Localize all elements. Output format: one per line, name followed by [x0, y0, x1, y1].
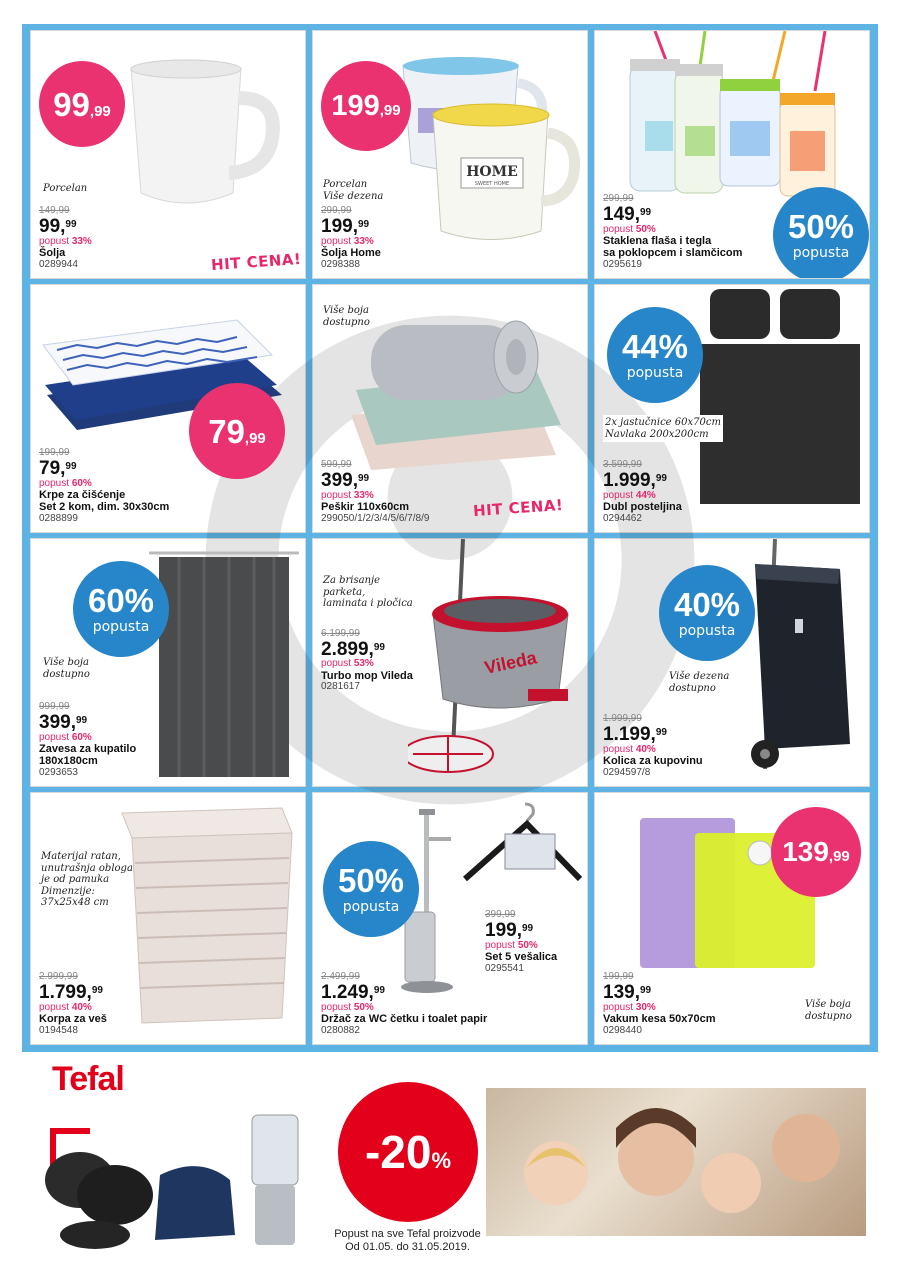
product-code: 0298388: [321, 258, 360, 270]
discount-badge: 44% popusta: [607, 307, 703, 403]
cookware-image: [40, 1100, 330, 1260]
price-block: [321, 206, 381, 270]
product-code: 0288899: [39, 512, 78, 524]
hangers-image: [455, 799, 585, 909]
price-block: [321, 972, 487, 1036]
towels-image: [341, 295, 571, 470]
product-card-zavesa[interactable]: [30, 538, 306, 787]
product-name: Vakum kesa 50x70cm: [603, 1013, 716, 1026]
product-code: 0280882: [321, 1024, 360, 1036]
new-price: 139,99: [603, 981, 652, 1003]
dimensions-note: 2x jastučnice 60x70cm Navlaka 200x200cm: [603, 415, 723, 442]
mug-subtext: SWEET HOME: [474, 181, 510, 187]
price-block: [603, 194, 742, 270]
price-block: [39, 206, 92, 270]
white-mug-image: [121, 53, 291, 213]
discount-badge: 60% popusta: [73, 561, 169, 657]
old-price: 1.999,99: [603, 713, 642, 725]
discount: popust 40%: [603, 743, 656, 755]
new-price: 399,99: [321, 469, 370, 491]
product-name: Turbo mop Vileda: [321, 669, 413, 682]
discount-badge: 40% popusta: [659, 565, 755, 661]
price-block: [603, 972, 716, 1036]
old-price: 399,99: [485, 909, 516, 921]
tefal-banner[interactable]: [30, 1060, 870, 1260]
price-badge: 139,99: [771, 807, 861, 897]
old-price: 599,99: [321, 459, 352, 471]
old-price: 2.999,99: [39, 971, 78, 983]
product-code: 0294597/8: [603, 766, 651, 778]
price-block: [39, 702, 136, 778]
new-price: 199,99: [321, 215, 370, 237]
product-card-kolica[interactable]: [594, 538, 870, 787]
mop-bucket-image: [408, 539, 588, 784]
discount: popust 33%: [39, 235, 92, 247]
product-name: Zavesa za kupatilo 180x180cm: [39, 743, 137, 768]
new-price: 2.899,99: [321, 638, 385, 660]
old-price: 299,99: [603, 193, 634, 205]
product-name: Držač za WC četku i toalet papir: [321, 1013, 488, 1026]
product-name: Dubl posteljina: [603, 501, 682, 514]
old-price: 6.199,99: [321, 628, 360, 639]
discount-circle: -20%: [338, 1082, 478, 1222]
product-name: Set 5 vešalica: [485, 951, 558, 964]
discount: popust 33%: [321, 489, 374, 501]
hit-cena-label: HIT CENA!: [210, 249, 302, 275]
discount: popust 50%: [485, 939, 538, 951]
price-badge: 99,99: [39, 61, 125, 147]
price-block: [603, 460, 682, 524]
discount: popust 33%: [321, 235, 374, 247]
hit-cena-label: HIT CENA!: [472, 495, 564, 521]
new-price: 1.249,99: [321, 981, 385, 1003]
discount: popust 30%: [603, 1001, 656, 1013]
product-name: Krpe za čišćenje Set 2 kom, dim. 30x30cm: [39, 489, 170, 514]
laundry-basket-image: [117, 803, 297, 1028]
shopping-trolley-image: [725, 539, 865, 779]
product-name: Šolja: [39, 247, 66, 260]
family-figures: [486, 1088, 866, 1236]
product-grid: [30, 30, 870, 1045]
old-price: 199,99: [39, 447, 70, 459]
product-code: 0298440: [603, 1024, 642, 1036]
product-card-krpe[interactable]: [30, 284, 306, 533]
material-note: Porcelan: [43, 183, 88, 194]
new-price: 1.799,99: [39, 981, 103, 1003]
price-block: [321, 629, 413, 693]
discount-badge: 50% popusta: [323, 841, 419, 937]
price-block: [39, 972, 107, 1036]
old-price: 999,99: [39, 701, 70, 713]
colors-note: Više boja dostupno: [323, 305, 370, 328]
product-card-solja-home[interactable]: [312, 30, 588, 279]
discount: popust 60%: [39, 731, 92, 743]
old-price: 3.599,99: [603, 459, 642, 471]
product-name: Kolica za kupovinu: [603, 755, 703, 768]
discount: popust 50%: [321, 1001, 374, 1013]
tefal-logo: Tefal: [52, 1060, 124, 1098]
usage-note: Za brisanje parketa, laminata i pločica: [323, 575, 413, 609]
product-code: 0295619: [603, 258, 642, 270]
new-price: 399,99: [39, 711, 88, 733]
price-badge: 79,99: [189, 383, 285, 479]
product-code: 299050/1/2/3/4/5/6/7/8/9: [321, 512, 430, 524]
product-card-staklena-flasa[interactable]: [594, 30, 870, 279]
bedding-image: [695, 289, 865, 509]
product-card-peskir[interactable]: [312, 284, 588, 533]
product-card-solja[interactable]: [30, 30, 306, 279]
new-price: 1.999,99: [603, 469, 667, 491]
product-name: Korpa za veš: [39, 1013, 107, 1026]
discount: popust 50%: [603, 223, 656, 235]
product-card-vakum-kesa[interactable]: [594, 792, 870, 1045]
promo-text: Popust na sve Tefal proizvode Od 01.05. do 31.05.2019.: [334, 1228, 481, 1254]
product-name: Peškir 110x60cm: [321, 501, 410, 514]
price-block: [39, 448, 169, 524]
old-price: 199,99: [603, 971, 634, 983]
new-price: 79,99: [39, 457, 77, 479]
glass-jars-image: [625, 31, 865, 201]
new-price: 99,99: [39, 215, 77, 237]
price-block-hangers: [485, 910, 557, 974]
price-badge: 199,99: [321, 61, 411, 151]
discount: popust 44%: [603, 489, 656, 501]
shower-curtain-image: [149, 547, 299, 782]
colors-note: Više boja dostupno: [43, 657, 90, 680]
product-code: 0295541: [485, 962, 524, 974]
product-code: 0194548: [39, 1024, 78, 1036]
price-block: [321, 460, 429, 524]
old-price: 149,99: [39, 205, 70, 217]
discount-badge: 50% popusta: [773, 187, 869, 279]
material-note: Materijal ratan, unutrašnja obloga je od pamuka Dimenzije: 37x25x48 cm: [41, 851, 133, 908]
old-price: 299,99: [321, 205, 352, 217]
colors-note: Više boja dostupno: [805, 999, 852, 1022]
mug-text: HOME: [466, 164, 518, 180]
product-card-turbo-mop[interactable]: [312, 538, 588, 787]
designs-note: Više dezena dostupno: [669, 671, 730, 694]
product-card-korpa[interactable]: [30, 792, 306, 1045]
discount: popust 53%: [321, 658, 374, 670]
product-code: 0293653: [39, 766, 78, 778]
price-block: [603, 714, 703, 778]
product-card-wc-drzac[interactable]: [312, 792, 588, 1045]
product-card-posteljina[interactable]: [594, 284, 870, 533]
product-name: Šolja Home: [321, 247, 381, 260]
material-note: Porcelan Više dezena: [323, 179, 384, 202]
product-name: Staklena flaša i tegla sa poklopcem i slamčicom: [603, 235, 743, 260]
home-mugs-image: [383, 53, 583, 253]
discount: popust 60%: [39, 477, 92, 489]
product-code: 0294462: [603, 512, 642, 524]
old-price: 2.499,99: [321, 971, 360, 983]
product-code: 0289944: [39, 258, 78, 270]
family-photo: [486, 1088, 866, 1236]
new-price: 199,99: [485, 919, 534, 941]
product-code: 0281617: [321, 681, 360, 693]
new-price: 1.199,99: [603, 723, 667, 745]
new-price: 149,99: [603, 203, 652, 225]
vileda-logo: Vileda: [482, 647, 539, 678]
discount: popust 40%: [39, 1001, 92, 1013]
